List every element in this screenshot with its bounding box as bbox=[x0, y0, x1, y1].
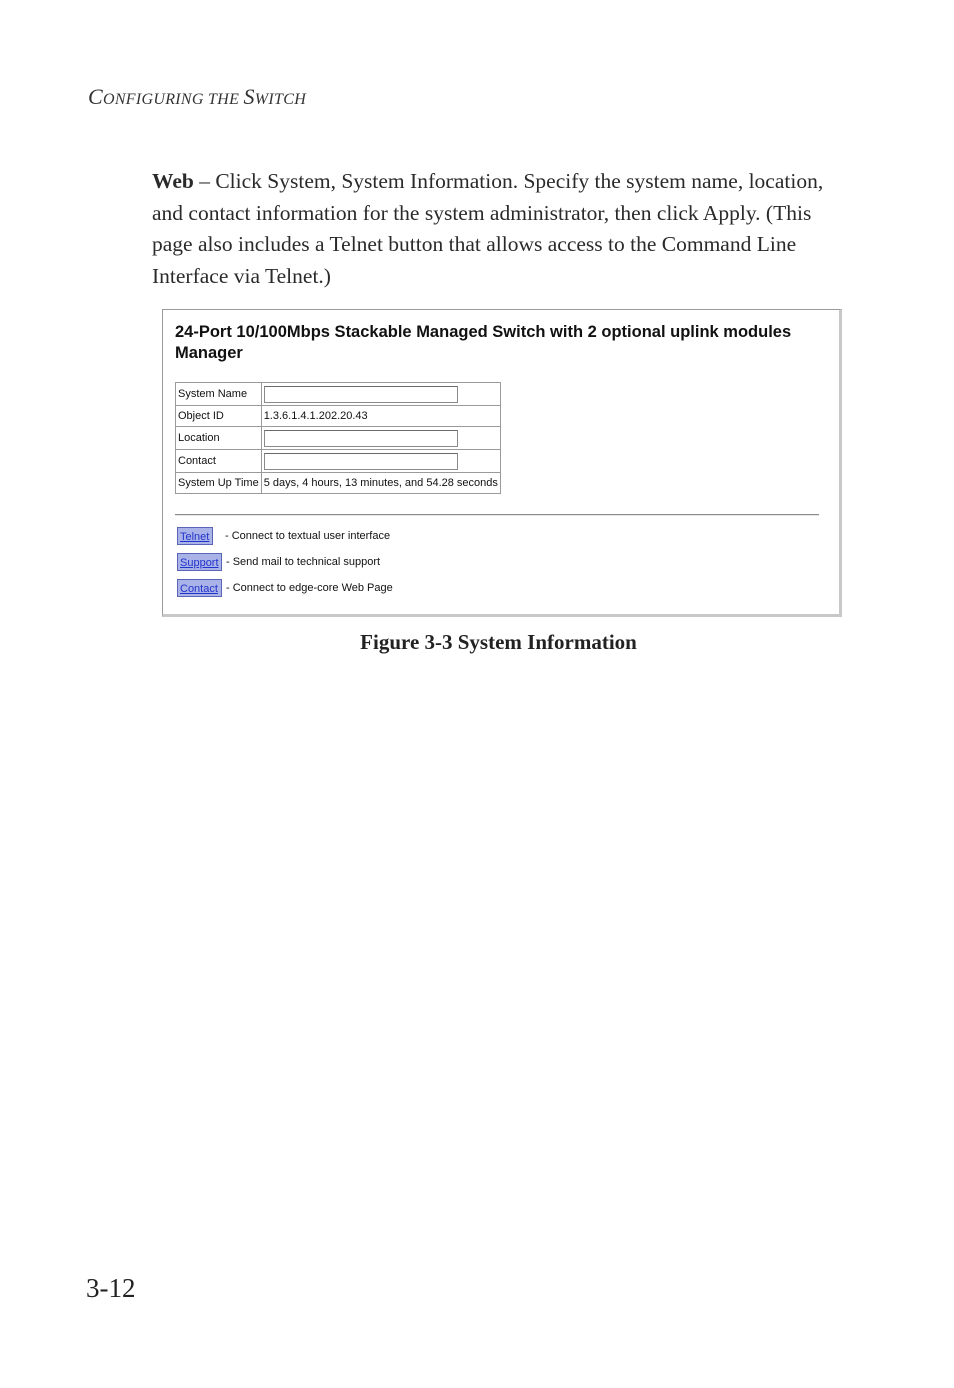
table-row bbox=[176, 383, 501, 406]
row-label: Contact bbox=[176, 450, 262, 473]
row-label: System Up Time bbox=[176, 473, 262, 494]
figure-caption: Figure 3-3 System Information bbox=[360, 630, 637, 654]
running-head bbox=[88, 84, 306, 110]
running-head-initial: C bbox=[88, 84, 103, 109]
telnet-link-row bbox=[177, 525, 390, 547]
support-button[interactable]: Support bbox=[177, 553, 222, 571]
table-row bbox=[176, 450, 501, 473]
row-value bbox=[261, 383, 500, 406]
body-lead: Web bbox=[152, 169, 194, 193]
table-row bbox=[176, 427, 501, 450]
telnet-description: - Connect to textual user interface bbox=[225, 530, 391, 542]
row-value bbox=[261, 427, 500, 450]
object-id-value: 1.3.6.1.4.1.202.20.43 bbox=[261, 406, 500, 427]
contact-description: - Connect to edge-core Web Page bbox=[226, 582, 393, 594]
system-info-table bbox=[175, 382, 501, 494]
divider bbox=[175, 514, 819, 516]
system-name-input[interactable] bbox=[264, 386, 458, 403]
support-description: - Send mail to technical support bbox=[226, 556, 381, 568]
running-head-part: WITCH bbox=[254, 91, 307, 108]
table-row bbox=[176, 473, 501, 494]
row-label: Object ID bbox=[176, 406, 262, 427]
telnet-button[interactable]: Telnet bbox=[177, 527, 213, 545]
contact-button[interactable]: Contact bbox=[177, 579, 222, 597]
location-input[interactable] bbox=[264, 430, 458, 447]
system-up-time-value: 5 days, 4 hours, 13 minutes, and 54.28 seconds bbox=[261, 473, 500, 494]
system-information-screenshot bbox=[162, 309, 842, 617]
row-label: System Name bbox=[176, 383, 262, 406]
row-label: Location bbox=[176, 427, 262, 450]
page-number: 3-12 bbox=[86, 1273, 136, 1303]
body-text: – Click System, System Information. Specify the system name, location, and contact information for the system administrator, then click Apply. (This page also includes a Telnet button that allows access to the Command Line Interface via Telnet.) bbox=[152, 169, 824, 288]
table-row bbox=[176, 406, 501, 427]
row-value bbox=[261, 450, 500, 473]
running-head-part: ONFIGURING THE bbox=[102, 91, 244, 108]
contact-input[interactable] bbox=[264, 453, 458, 470]
body-paragraph bbox=[152, 166, 852, 292]
screenshot-title: 24-Port 10/100Mbps Stackable Managed Switch with 2 optional uplink modules Manager bbox=[175, 323, 792, 362]
support-link-row bbox=[177, 551, 380, 573]
running-head-initial: S bbox=[243, 84, 255, 109]
contact-link-row bbox=[177, 577, 393, 599]
